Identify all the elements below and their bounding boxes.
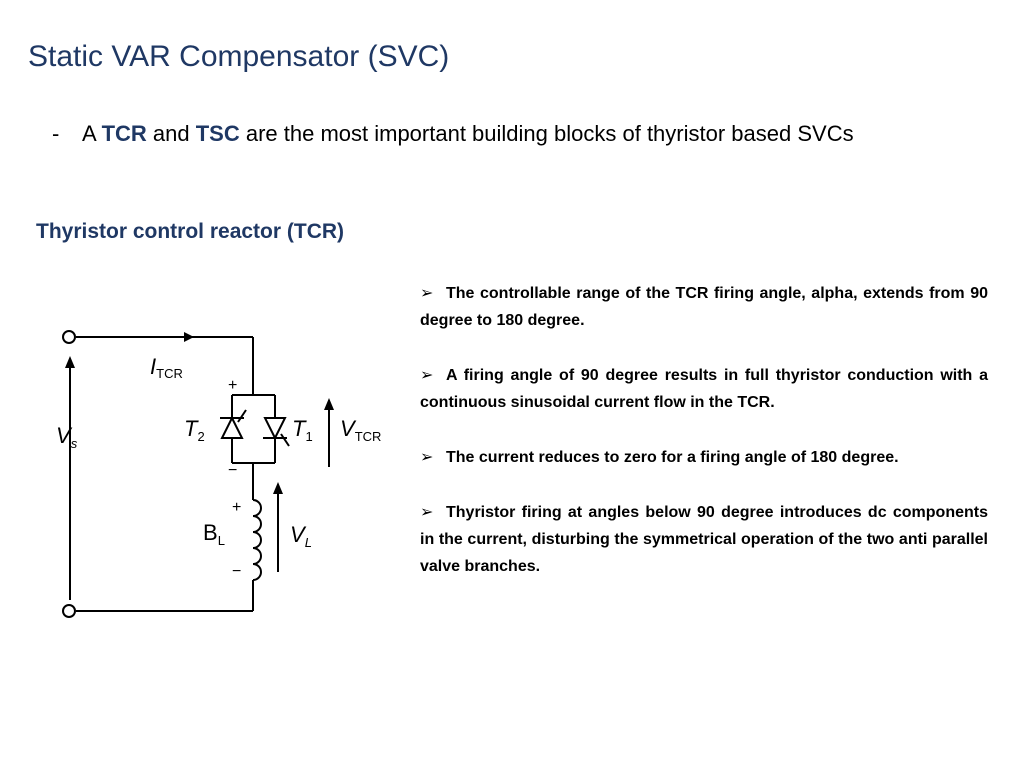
plus-inductor: + bbox=[232, 499, 242, 516]
intro-text bbox=[52, 118, 872, 150]
bullet-item bbox=[420, 362, 988, 416]
intro-tcr: TCR bbox=[101, 121, 147, 146]
bullet-text: The controllable range of the TCR firing angle, alpha, extends from 90 degree to 180 degree. bbox=[420, 285, 988, 329]
vl-arrowhead bbox=[273, 482, 283, 494]
itcr-arrowhead bbox=[184, 332, 194, 342]
terminal-top bbox=[63, 331, 75, 343]
intro-pre: A bbox=[82, 121, 102, 146]
bullet-item bbox=[420, 499, 988, 580]
minus-thyristor: − bbox=[228, 462, 238, 479]
intro-tsc: TSC bbox=[195, 121, 240, 146]
terminal-bottom bbox=[63, 605, 75, 617]
bullet-text: The current reduces to zero for a firing angle of 180 degree. bbox=[446, 449, 899, 466]
vtcr-arrowhead bbox=[324, 398, 334, 410]
arrow-bullet-icon: ➢ bbox=[420, 367, 434, 384]
tcr-circuit-diagram bbox=[40, 310, 390, 630]
bullet-item bbox=[420, 444, 988, 471]
vs-arrowhead bbox=[65, 356, 75, 368]
inductor-coil bbox=[253, 500, 261, 580]
vl-label: $V_L$ bbox=[290, 522, 312, 550]
arrow-bullet-icon: ➢ bbox=[420, 504, 434, 521]
plus-thyristor: + bbox=[228, 377, 238, 394]
bullet-text: A firing angle of 90 degree results in full thyristor conduction with a continuous sinusoidal current flow in the TCR. bbox=[420, 367, 988, 411]
t1-label: $T_1$ bbox=[292, 416, 313, 444]
intro-dash: - bbox=[52, 121, 60, 146]
arrow-bullet-icon: ➢ bbox=[420, 285, 434, 302]
section-subtitle: Thyristor control reactor (TCR) bbox=[36, 220, 345, 243]
itcr-label: ITCR bbox=[150, 354, 183, 381]
bullet-item bbox=[420, 280, 988, 334]
vtcr-label: $V_{TCR}$ bbox=[340, 416, 382, 444]
bullet-text: Thyristor firing at angles below 90 degree introduces dc components in the current, disturbing the symmetrical operation of the two anti parallel valve branches. bbox=[420, 504, 988, 575]
vs-label: $V_s$ bbox=[56, 423, 78, 451]
intro-post: are the most important building blocks of thyristor based SVCs bbox=[239, 121, 854, 146]
bullet-list bbox=[420, 280, 988, 608]
bl-label: $B_L$ bbox=[203, 520, 225, 548]
arrow-bullet-icon: ➢ bbox=[420, 449, 434, 466]
intro-and: and bbox=[146, 121, 196, 146]
slide-title: Static VAR Compensator (SVC) bbox=[28, 40, 450, 73]
t2-label: $T_2$ bbox=[184, 416, 205, 444]
minus-inductor: − bbox=[232, 563, 242, 580]
